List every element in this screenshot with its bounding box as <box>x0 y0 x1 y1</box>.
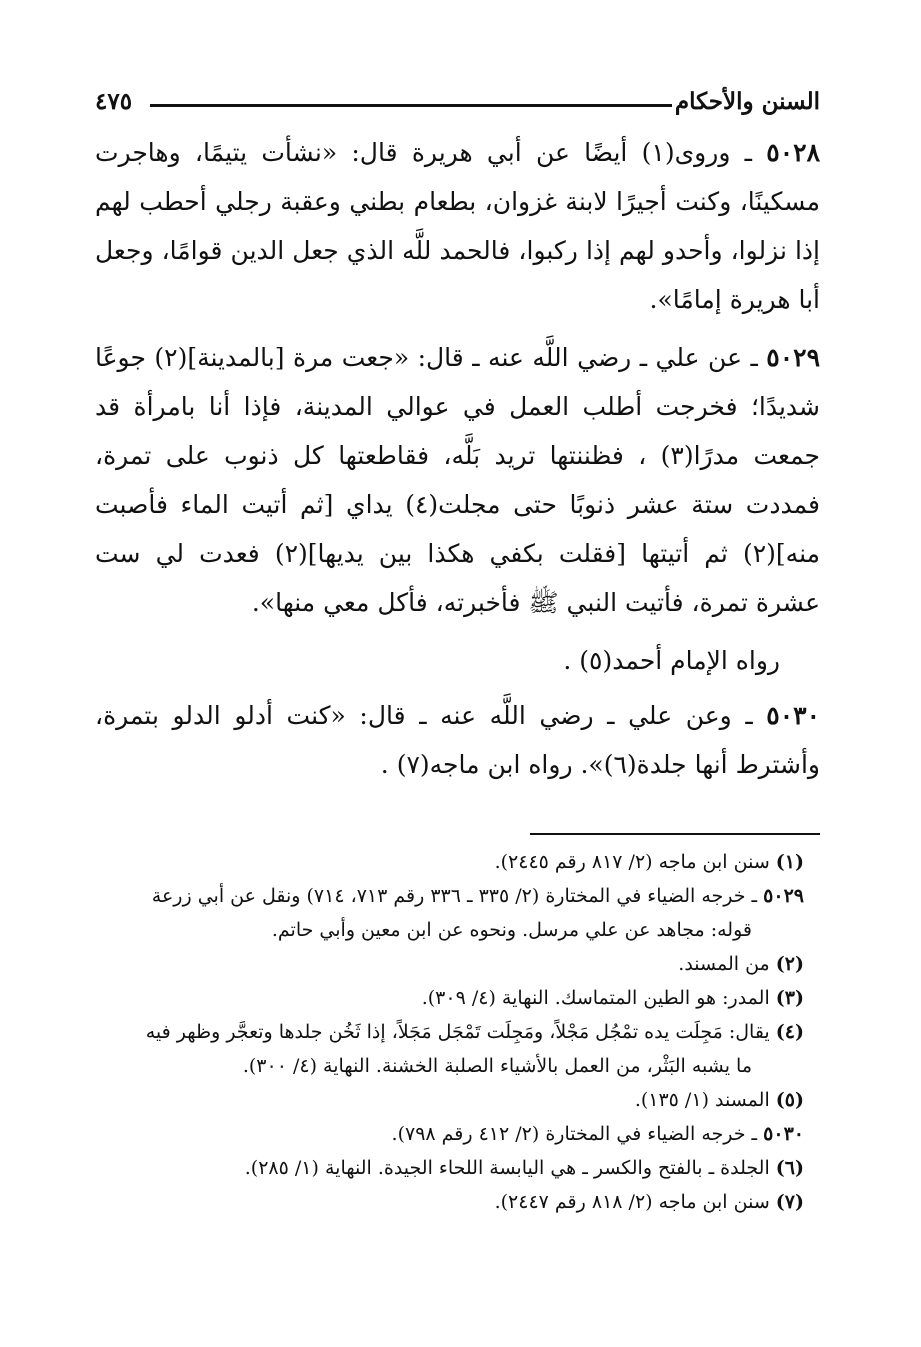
entry-text: ـ وروى(١) أيضًا عن أبي هريرة قال: «نشأت يتيمًا، وهاجرت مسكينًا، وكنت أجيرًا لابنة غزوان، بطعام بطني وعقبة رجلي أحطب لهم إذا نزلوا، وأحدو لهم إذا ركبوا، فالحمد للَّه الذي جعل الدين قوامًا، وجعل أبا هريرة إمامًا». <box>95 138 820 314</box>
entry-text: ـ عن علي ـ رضي اللَّه عنه ـ قال: «جعت مرة [بالمدينة](٢) جوعًا شديدًا؛ فخرجت أطلب العمل في عوالي المدينة، فإذا أنا بامرأة قد جمعت مدرًا(٣) ، فظننتها تريد بَلَّه، فقاطعتها كل ذنوب على تمرة، فمددت ستة عشر ذنوبًا حتى مجلت(٤) يداي [ثم أتيت الماء فأصبت منه](٢) ثم أتيتها [فقلت بكفي هكذا بين يديها](٢) فعدت لي ست عشرة تمرة، فأتيت النبي ﷺ فأخبرته، فأكل معي منها». <box>95 343 821 617</box>
footnote-5030 <box>95 1117 804 1151</box>
entry-attribution: رواه الإمام أحمد(٥) . <box>563 646 780 675</box>
footnote-text: سنن ابن ماجه (٢/ ٨١٧ رقم ٢٤٤٥). <box>494 851 770 873</box>
page-number: ٤٧٥ <box>95 88 133 115</box>
footnote-2 <box>95 947 804 981</box>
main-text <box>95 128 820 789</box>
footnote-text: ـ خرجه الضياء في المختارة (٢/ ٤١٢ رقم ٧٩٨). <box>391 1123 758 1145</box>
footnotes <box>95 845 820 1219</box>
footnote-4 <box>95 1015 804 1083</box>
footnote-label: ٥٠٣٠ <box>763 1123 804 1145</box>
footnote-text: المسند (١/ ١٣٥). <box>634 1089 770 1111</box>
entry-number: ٥٠٣٠ <box>766 701 820 730</box>
footnote-text: من المسند. <box>678 953 770 975</box>
entry-number: ٥٠٢٨ <box>766 138 821 167</box>
footnote-label: (٧) <box>775 1191 804 1213</box>
entry-text: ـ وعن علي ـ رضي اللَّه عنه ـ قال: «كنت أدلو الدلو بتمرة، وأشترط أنها جلدة(٦)». رواه ابن ماجه(٧) . <box>95 701 820 779</box>
footnote-continuation: قوله: مجاهد عن علي مرسل. ونحوه عن ابن معين وأبي حاتم. <box>271 919 752 941</box>
footnote-6 <box>95 1151 804 1185</box>
page-header <box>95 84 820 128</box>
footnote-5 <box>95 1083 804 1117</box>
footnote-3 <box>95 981 804 1015</box>
footnote-label: (٣) <box>775 987 804 1009</box>
footnote-text: الجلدة ـ بالفتح والكسر ـ هي اليابسة اللحاء الجيدة. النهاية (١/ ٢٨٥). <box>244 1157 770 1179</box>
footnote-5029 <box>95 879 804 947</box>
entry-number: ٥٠٢٩ <box>766 343 820 372</box>
footnote-7 <box>95 1185 804 1219</box>
footnote-text: ـ خرجه الضياء في المختارة (٢/ ٣٣٥ ـ ٣٣٦ رقم ٧١٣، ٧١٤) ونقل عن أبي زرعة <box>151 885 758 907</box>
header-rule <box>150 104 672 107</box>
footnote-text: المدر: هو الطين المتماسك. النهاية (٤/ ٣٠٩). <box>421 987 770 1009</box>
footnote-label: (٥) <box>775 1089 804 1111</box>
book-page <box>95 84 820 1219</box>
footnote-rule <box>530 833 820 835</box>
footnote-label: (٢) <box>775 953 804 975</box>
footnote-text: يقال: مَجِلَت يده تمْجُل مَجْلاً، ومَجِلَت تَمْجَل مَجَلاً، إذا ثَخُن جلدها وتعجَّر وظهر فيه <box>145 1021 770 1043</box>
footnote-label: ٥٠٢٩ <box>763 885 804 907</box>
footnote-text: سنن ابن ماجه (٢/ ٨١٨ رقم ٢٤٤٧). <box>494 1191 770 1213</box>
running-title: السنن والأحكام <box>674 88 820 115</box>
entry-5029 <box>95 333 820 627</box>
footnote-continuation: ما يشبه البَثْر، من العمل بالأشياء الصلبة الخشنة. النهاية (٤/ ٣٠٠). <box>242 1055 752 1077</box>
entry-5028 <box>95 128 820 324</box>
footnote-label: (١) <box>775 851 804 873</box>
footnote-label: (٤) <box>775 1021 804 1043</box>
entry-5030 <box>95 691 820 789</box>
footnote-1 <box>95 845 804 879</box>
footnote-label: (٦) <box>775 1157 804 1179</box>
